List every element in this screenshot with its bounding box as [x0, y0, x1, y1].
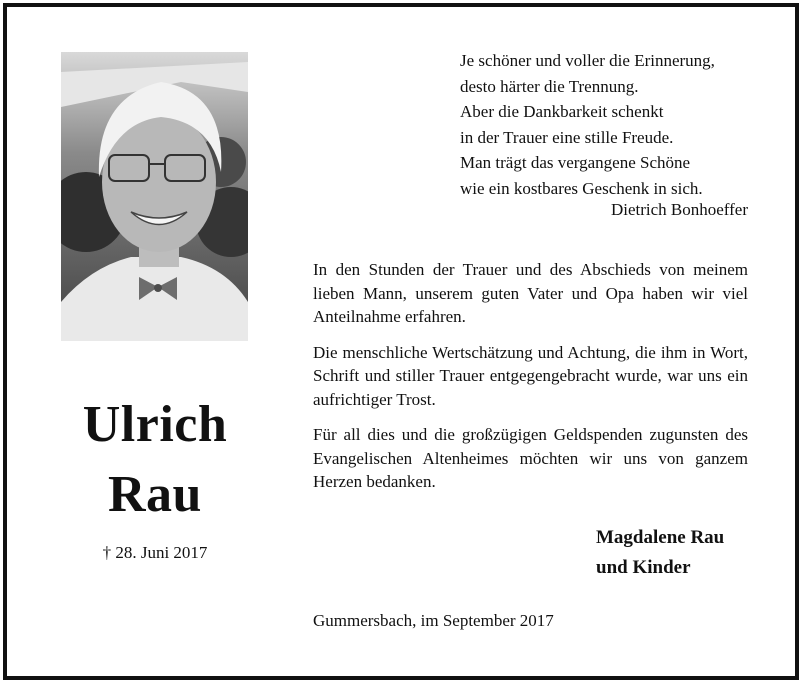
- message-paragraph: Die menschliche Wertschätzung und Achtung, die ihm in Wort, Schrift und stiller Trauer entgegengebracht wurde, war uns ein aufrichtiger Trost.: [313, 342, 748, 409]
- death-date: † 28. Juni 2017: [102, 543, 208, 562]
- place-and-date: Gummersbach, im September 2017: [313, 611, 554, 630]
- poem-line: Je schöner und voller die Erinnerung,: [460, 51, 715, 70]
- message-paragraph: Für all dies und die großzügigen Geldspenden zugunsten des Evangelischen Altenheimes möchten wir uns von ganzem Herzen bedanken.: [313, 425, 748, 491]
- poem-line: Man trägt das vergangene Schöne: [460, 153, 691, 172]
- portrait-photo-icon: [61, 52, 248, 341]
- poem: [460, 48, 760, 201]
- poem-line: Aber die Dankbarkeit schenkt: [460, 102, 664, 121]
- deceased-first-name: Ulrich: [82, 396, 228, 453]
- poem-line: wie ein kostbares Geschenk in sich.: [460, 178, 703, 198]
- message-paragraph: In den Stunden der Trauer und des Abschieds von meinem lieben Mann, unserem guten Vater und Opa haben wir viel Anteilnahme erfahren.: [313, 260, 748, 326]
- signature-line: und Kinder: [596, 557, 691, 578]
- signature-line: Magdalene Rau: [596, 527, 725, 548]
- signature: [596, 523, 724, 583]
- message-body: [313, 258, 748, 506]
- poem-author: Dietrich Bonhoeffer: [610, 200, 748, 219]
- deceased-last-name: Rau: [108, 466, 202, 523]
- poem-line: in der Trauer eine stille Freude.: [460, 127, 674, 147]
- portrait-photo: [61, 52, 248, 341]
- poem-line: desto härter die Trennung.: [460, 76, 639, 96]
